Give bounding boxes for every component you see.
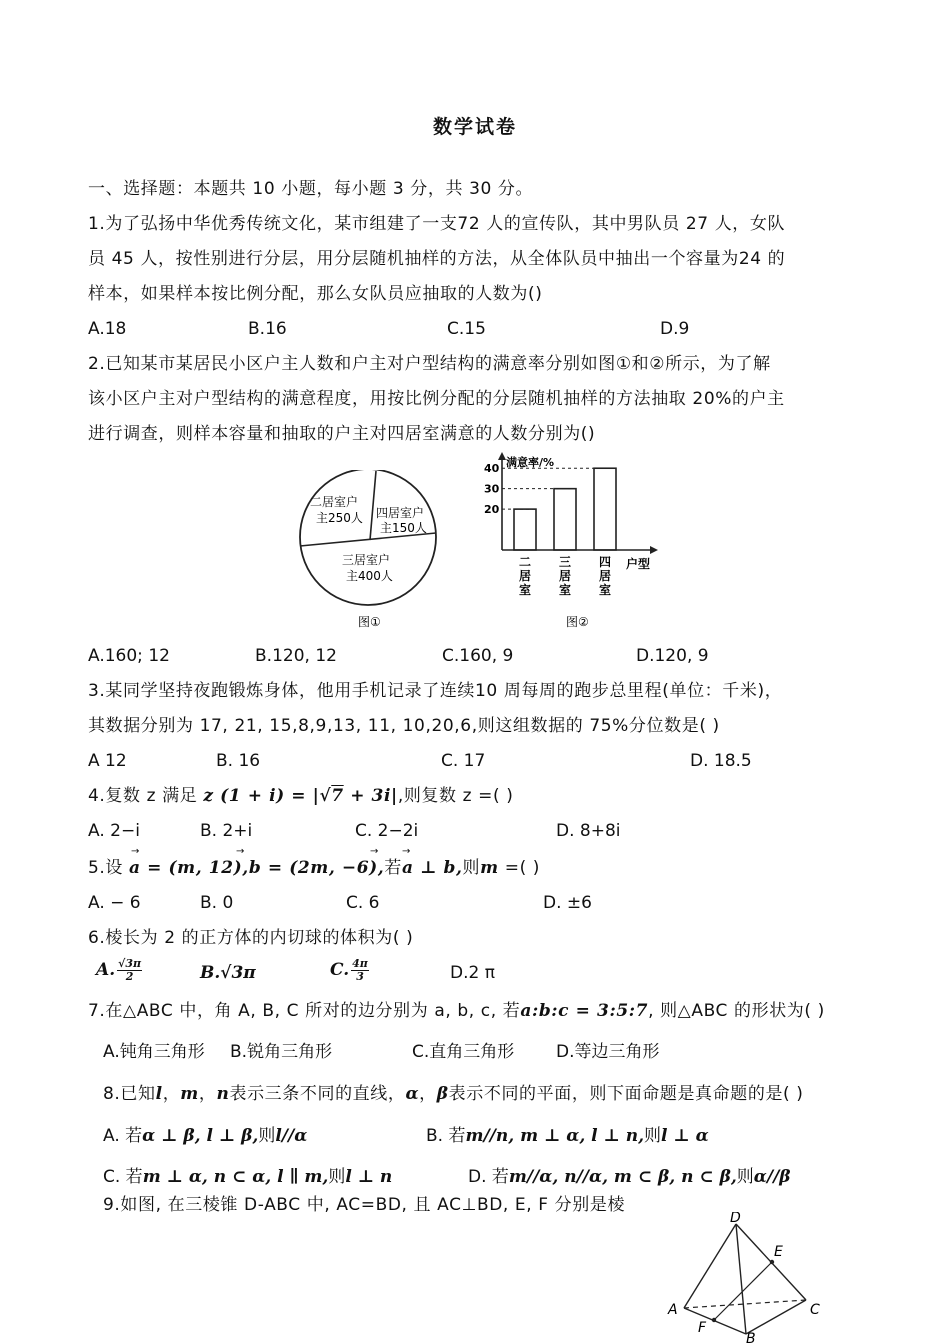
q5-mid: 若	[384, 858, 402, 878]
q5-option-d: D. ±6	[543, 893, 592, 913]
segment-ef	[714, 1262, 772, 1320]
q8-option-d-math2: α//β	[753, 1167, 791, 1187]
q8-option-c-prefix: C. 若	[103, 1167, 143, 1187]
q8-option-a-math: α ⊥ β, l ⊥ β,	[142, 1126, 259, 1146]
q2-line-3: 进行调查，则样本容量和抽取的户主对四居室满意的人数分别为()	[88, 424, 596, 444]
q6-line: 6.棱长为 2 的正方体的内切球的体积为( )	[88, 928, 414, 948]
pie-label-three-room-1: 三居室户	[342, 553, 391, 567]
q6-option-c-num: 4π	[352, 957, 368, 970]
bar-1	[554, 489, 576, 550]
q6-option-d: D.2 π	[450, 963, 495, 983]
bar-ytick-1: 30	[484, 482, 500, 496]
q4-sqrt-arg: 7	[331, 786, 344, 806]
q7-prefix: 7.在△ABC 中，角 A, B, C 所对的边分别为 a, b, c, 若	[88, 1001, 521, 1021]
q1-line-3: 样本，如果样本按比例分配，那么女队员应抽取的人数为()	[88, 284, 543, 304]
q8-option-a-prefix: A. 若	[103, 1126, 143, 1146]
q1-option-a: A.18	[88, 319, 127, 339]
q2-option-a: A.160; 12	[88, 646, 170, 666]
q8-p1: 8.已知	[103, 1084, 156, 1104]
q8-p3: ，	[198, 1084, 217, 1104]
bar-ytick-2: 40	[484, 462, 500, 476]
pie-circle	[300, 470, 436, 605]
q2-line-2: 该小区户主对户型结构的满意程度，用按比例分配的分层随机抽样的方法抽取 20%的户主	[88, 389, 785, 409]
q4-math-b: + 3i|	[343, 786, 398, 806]
q5-line	[88, 857, 540, 879]
q4-prefix: 4.复数 z 满足	[88, 786, 204, 806]
q8-option-d	[468, 1166, 791, 1188]
bar-chart-figure	[480, 450, 670, 632]
q5-suffix: 则	[462, 858, 481, 878]
q7-option-d: D.等边三角形	[556, 1042, 660, 1062]
label-e: E	[774, 1244, 783, 1260]
q6-option-b: B.√3π	[200, 963, 256, 983]
bar-xlabel: 户型	[626, 557, 651, 571]
q8-option-b-prefix: B. 若	[426, 1126, 466, 1146]
q3-option-a: A 12	[88, 751, 127, 771]
q5-math-b: b = (2m, −6),	[248, 858, 385, 878]
bar-ylabel: 满意率/%	[506, 456, 555, 469]
label-f: F	[698, 1320, 707, 1336]
q7-line	[88, 1000, 825, 1022]
q3-option-c: C. 17	[441, 751, 486, 771]
q8-option-c-math: m ⊥ α, n ⊂ α, l ∥ m,	[142, 1167, 329, 1187]
q3-option-d: D. 18.5	[690, 751, 752, 771]
label-c: C	[810, 1302, 820, 1318]
q8-option-b	[426, 1125, 709, 1147]
q2-option-b: B.120, 12	[255, 646, 337, 666]
q8-option-c-math2: l ⊥ n	[345, 1167, 393, 1187]
q4-option-a: A. 2−i	[88, 821, 140, 841]
q5-option-a: A. − 6	[88, 893, 141, 913]
q8-option-b-math2: l ⊥ α	[661, 1126, 709, 1146]
q5-tail: =( )	[498, 858, 541, 878]
edge-bc	[746, 1300, 806, 1334]
q8-option-b-mid: 则	[644, 1126, 662, 1146]
q4-line	[88, 785, 513, 807]
q8-option-c-mid: 则	[328, 1167, 346, 1187]
q6-option-c-fraction	[351, 958, 369, 983]
q8-option-c	[103, 1166, 392, 1188]
q4-option-c: C. 2−2i	[355, 821, 419, 841]
q1-line-2: 员 45 人，按性别进行分层，用分层随机抽样的方法，从全体队员中抽出一个容量为24 的	[88, 249, 786, 269]
q8-m3: n	[216, 1084, 230, 1104]
q8-m4: α	[405, 1084, 420, 1104]
pie-label-two-room-1: 二居室户	[310, 495, 359, 509]
bar-0	[514, 509, 536, 550]
q8-option-a-math2: l//α	[275, 1126, 308, 1146]
q1-option-c: C.15	[447, 319, 486, 339]
q2-line-1: 2.已知某市某居民小区户主人数和户主对户型结构的满意率分别如图①和②所示，为了解	[88, 354, 771, 374]
sqrt-icon: √	[319, 786, 332, 806]
q6-option-a-num: √3π	[118, 957, 142, 970]
q8-option-b-math: m//n, m ⊥ α, l ⊥ n,	[465, 1126, 645, 1146]
q7-option-a: A.钝角三角形	[103, 1042, 205, 1062]
q8-m5: β	[436, 1084, 449, 1104]
tetrahedron-figure	[664, 1212, 834, 1343]
q2-option-d: D.120, 9	[636, 646, 709, 666]
q8-m1: l	[155, 1084, 163, 1104]
q4-option-b: B. 2+i	[200, 821, 253, 841]
bar-category-1: 三居室	[558, 555, 572, 597]
pie-label-four-room-1: 四居室户	[376, 506, 425, 520]
vector-arrow-b-icon: →	[236, 846, 245, 857]
label-a: A	[668, 1302, 678, 1318]
pie-caption: 图①	[358, 615, 381, 629]
q5-math-a: a = (m, 12),	[129, 858, 249, 878]
q8-option-a-mid: 则	[258, 1126, 276, 1146]
bar-ytick-0: 20	[484, 503, 500, 517]
q8-p2: ，	[162, 1084, 181, 1104]
pie-label-two-room-2: 主250人	[316, 511, 363, 525]
q5-math-d: m	[480, 858, 499, 878]
q1-option-b: B.16	[248, 319, 287, 339]
bar-category-2: 四居室	[598, 555, 612, 597]
q8-option-a	[103, 1125, 307, 1147]
q7-option-b: B.锐角三角形	[230, 1042, 333, 1062]
section-header: 一、选择题：本题共 10 小题，每小题 3 分，共 30 分。	[88, 179, 534, 199]
q7-math: a:b:c = 3:5:7	[520, 1001, 649, 1021]
q3-line-2: 其数据分别为 17, 21, 15,8,9,13, 11, 10,20,6,则这组数据的 75%分位数是( )	[88, 716, 720, 736]
bar-category-0: 二居室	[518, 555, 532, 597]
q5-prefix: 5.设	[88, 858, 130, 878]
q5-math-c: a ⊥ b,	[401, 858, 463, 878]
q1-line-1: 1.为了弘扬中华优秀传统文化，某市组建了一支72 人的宣传队，其中男队员 27 人，女队	[88, 214, 786, 234]
q8-line	[103, 1083, 804, 1105]
edge-db	[736, 1224, 746, 1334]
edge-da	[684, 1224, 736, 1308]
q7-suffix: , 则△ABC 的形状为( )	[648, 1001, 825, 1021]
q2-option-c: C.160, 9	[442, 646, 514, 666]
label-b: B	[746, 1331, 756, 1343]
point-f	[712, 1318, 716, 1322]
page-title: 数学试卷	[432, 116, 517, 138]
q3-line-1: 3.某同学坚持夜跑锻炼身体，他用手机记录了连续10 周每周的跑步总里程(单位：千米)，	[88, 681, 783, 701]
q3-option-b: B. 16	[216, 751, 261, 771]
q4-math-a: z (1 + i) = |	[203, 786, 320, 806]
q8-p6: 表示不同的平面，则下面命题是真命题的是( )	[448, 1084, 804, 1104]
q9-line: 9.如图, 在三棱锥 D-ABC 中, AC=BD, 且 AC⊥BD, E, F 分别是棱	[103, 1195, 626, 1215]
label-d: D	[730, 1212, 741, 1226]
bar-y-arrow	[498, 452, 506, 460]
vector-arrow-b2-icon: →	[402, 846, 411, 857]
bar-caption: 图②	[566, 615, 589, 629]
q8-m2: m	[180, 1084, 199, 1104]
q4-option-d: D. 8+8i	[556, 821, 621, 841]
q4-suffix: ,则复数 z =( )	[397, 786, 514, 806]
q8-option-d-math: m//α, n//α, m ⊂ β, n ⊂ β,	[508, 1167, 737, 1187]
q7-option-c: C.直角三角形	[412, 1042, 515, 1062]
q6-option-c-prefix: C.	[330, 960, 350, 980]
q8-option-d-mid: 则	[736, 1167, 754, 1187]
q1-option-d: D.9	[660, 319, 690, 339]
q6-option-a-den: 2	[125, 970, 134, 983]
pie-figure	[290, 470, 450, 632]
q6-option-c	[330, 958, 371, 983]
edge-ac-hidden	[684, 1300, 806, 1308]
q5-option-c: C. 6	[346, 893, 380, 913]
q6-option-a	[96, 958, 144, 983]
q8-p5: ，	[419, 1084, 437, 1104]
q6-option-a-fraction	[117, 958, 142, 983]
pie-label-four-room-2: 主150人	[380, 521, 427, 535]
q8-p4: 表示三条不同的直线，	[229, 1084, 406, 1104]
q8-option-d-prefix: D. 若	[468, 1167, 509, 1187]
vector-arrow-a-icon: →	[131, 846, 140, 857]
bar-x-arrow	[650, 546, 658, 554]
bar-2	[594, 468, 616, 550]
q6-option-c-den: 3	[356, 970, 364, 983]
point-e	[770, 1260, 774, 1264]
q6-option-a-prefix: A.	[96, 960, 116, 980]
pie-label-three-room-2: 主400人	[346, 569, 393, 583]
vector-arrow-a2-icon: →	[370, 846, 379, 857]
q5-option-b: B. 0	[200, 893, 234, 913]
